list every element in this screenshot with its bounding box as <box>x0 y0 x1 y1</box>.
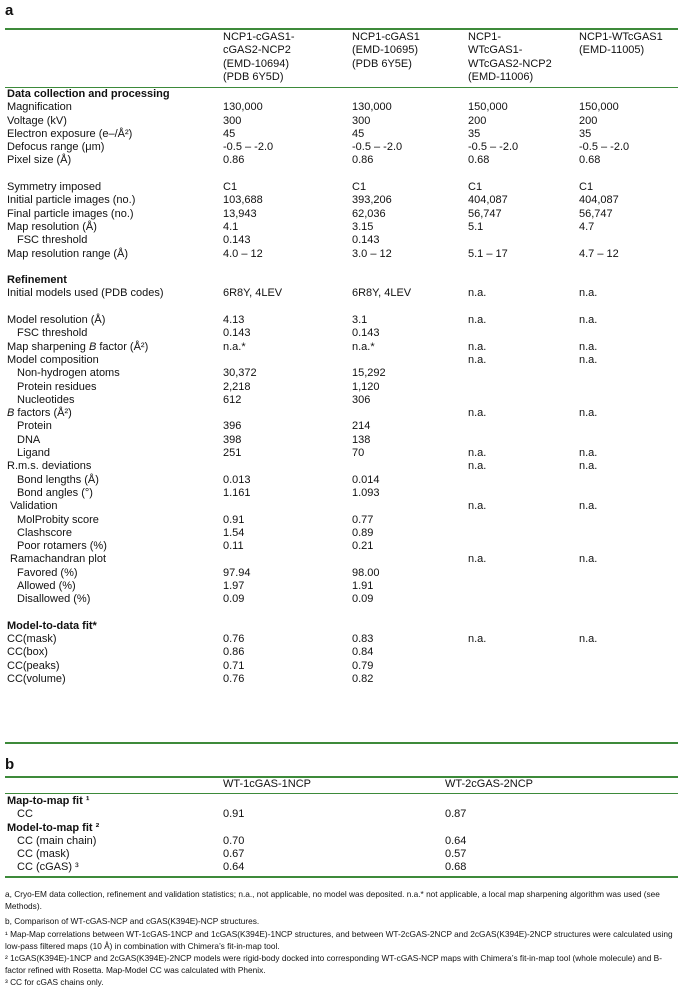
section-heading: Refinement <box>7 274 67 287</box>
cell-value: n.a. <box>468 353 487 366</box>
panel-b-header <box>5 778 678 792</box>
cell-value: 0.21 <box>352 540 374 553</box>
cell-value: C1 <box>468 181 483 194</box>
footnote: a, Cryo-EM data collection, refinement and validation statistics; n.a., not applicable, no model was deposited. n.a.* not applicable, a local map sharpening algorithm was used (see Methods). <box>5 889 660 912</box>
cell-value: 612 <box>223 393 242 406</box>
table-row <box>5 420 678 433</box>
cell-value: 0.11 <box>223 540 244 553</box>
row-label: Protein residues <box>17 380 97 393</box>
cell-value: n.a. <box>468 447 487 460</box>
cell-value: 1.97 <box>223 579 245 592</box>
cell-value: C1 <box>223 181 238 194</box>
cell-value: 30,372 <box>223 367 257 380</box>
row-label: CC(mask) <box>7 633 57 646</box>
panel-a-top-rule <box>5 28 678 30</box>
column-header-1 <box>223 31 295 84</box>
table-row <box>5 248 678 261</box>
cell-value: 0.76 <box>223 633 245 646</box>
table-row <box>5 673 678 686</box>
column-header-2 <box>352 31 420 71</box>
cell-value: n.a. <box>579 407 598 420</box>
column-header-line: (EMD-11005) <box>579 44 645 57</box>
cell-value: 0.87 <box>445 808 467 821</box>
cell-value: 4.7 – 12 <box>579 247 619 260</box>
row-label: Bond angles (°) <box>17 486 93 499</box>
table-row <box>5 460 678 473</box>
cell-value: 6R8Y, 4LEV <box>352 287 412 300</box>
row-spacer <box>5 301 678 314</box>
table-row <box>5 580 678 593</box>
cell-value: -0.5 – -2.0 <box>352 141 403 154</box>
table-row <box>5 434 678 447</box>
cell-value: 6R8Y, 4LEV <box>223 287 283 300</box>
cell-value: 0.09 <box>352 593 374 606</box>
cell-value: 0.64 <box>223 861 245 874</box>
column-header-line: (PDB 6Y5D) <box>223 70 284 83</box>
column-header-line: (PDB 6Y5E) <box>352 57 412 70</box>
cell-value: 35 <box>579 127 592 140</box>
table-row <box>5 514 678 527</box>
table-row <box>5 208 678 221</box>
cell-value: 300 <box>223 114 242 127</box>
cell-value: n.a. <box>468 340 487 353</box>
cell-value: 130,000 <box>352 101 392 114</box>
table-row <box>5 540 678 553</box>
table-row <box>5 101 678 114</box>
row-label: Allowed (%) <box>17 579 76 592</box>
row-label: Clashscore <box>17 526 73 539</box>
cell-value: 103,688 <box>223 194 263 207</box>
cell-value: 0.89 <box>352 526 374 539</box>
cell-value: 0.70 <box>223 834 245 847</box>
cell-value: 4.7 <box>579 220 595 233</box>
cell-value: 0.143 <box>223 327 251 340</box>
row-label: CC (mask) <box>17 848 70 861</box>
section-heading: Data collection and processing <box>7 88 170 100</box>
row-label: Poor rotamers (%) <box>17 540 107 553</box>
table-row <box>5 407 678 420</box>
row-label: Favored (%) <box>17 566 78 579</box>
cell-value: n.a. <box>579 460 598 473</box>
cell-value: 393,206 <box>352 194 392 207</box>
cell-value: 398 <box>223 433 242 446</box>
table-row <box>5 381 678 394</box>
row-spacer <box>5 607 678 620</box>
cell-value: 200 <box>468 114 487 127</box>
row-label: Bond lengths (Å) <box>17 473 99 486</box>
cell-value: 45 <box>352 127 365 140</box>
row-spacer <box>5 168 678 181</box>
cell-value: 404,087 <box>468 194 508 207</box>
row-label: Defocus range (μm) <box>7 141 105 154</box>
footnote: ³ CC for cGAS chains only. <box>5 977 104 988</box>
cell-value: n.a. <box>468 287 487 300</box>
cell-value: 0.91 <box>223 808 245 821</box>
cell-value: 98.00 <box>352 566 380 579</box>
cell-value: C1 <box>579 181 594 194</box>
section-heading-row <box>5 795 678 808</box>
cell-value: 130,000 <box>223 101 263 114</box>
table-row <box>5 500 678 513</box>
table-row <box>5 287 678 300</box>
cell-value: 35 <box>468 127 481 140</box>
row-label: Magnification <box>7 101 72 114</box>
cell-value: n.a. <box>579 447 598 460</box>
table-row <box>5 646 678 659</box>
row-label: Disallowed (%) <box>17 593 91 606</box>
cell-value: 1.54 <box>223 526 245 539</box>
cell-value: 0.84 <box>352 646 374 659</box>
panel-b-header-rule <box>5 793 678 794</box>
row-label: Model composition <box>7 353 99 366</box>
row-label: Electron exposure (e–/Å²) <box>7 127 133 140</box>
section-heading-row <box>5 274 678 287</box>
cell-value: 306 <box>352 393 371 406</box>
cell-value: 4.13 <box>223 314 245 327</box>
cell-value: 200 <box>579 114 598 127</box>
cell-value: n.a. <box>468 500 487 513</box>
row-label: Voltage (kV) <box>7 114 67 127</box>
table-row <box>5 861 678 874</box>
cell-value: 396 <box>223 420 242 433</box>
cell-value: 150,000 <box>468 101 508 114</box>
table-row <box>5 394 678 407</box>
cell-value: 251 <box>223 447 242 460</box>
table-row <box>5 234 678 247</box>
footnote: b, Comparison of WT-cGAS-NCP and cGAS(K394E)-NCP structures. <box>5 916 260 927</box>
cell-value: 13,943 <box>223 207 257 220</box>
column-header-line: NCP1-cGAS1 <box>352 31 420 43</box>
panel-b-label: b <box>5 756 15 773</box>
cell-value: 15,292 <box>352 367 386 380</box>
table-row <box>5 487 678 500</box>
cell-value: 0.91 <box>223 513 245 526</box>
table-row <box>5 367 678 380</box>
cell-value: n.a. <box>579 314 598 327</box>
cell-value: 0.79 <box>352 659 374 672</box>
row-label: Non-hydrogen atoms <box>17 367 120 380</box>
table-row <box>5 341 678 354</box>
row-label: Initial models used (PDB codes) <box>7 287 164 300</box>
row-label: Symmetry imposed <box>7 181 102 194</box>
table-row <box>5 593 678 606</box>
footnote: ² 1cGAS(K394E)-1NCP and 2cGAS(K394E)-2NCP models were rigid-body docked into corresponding WT-cGAS-NCP maps with Chimera’s fit-in-map tool (whole molecule) and B-factor refined with Rosetta. Map-Model CC was calculated with Phenix. <box>5 953 662 976</box>
row-label: CC(box) <box>7 646 48 659</box>
column-header-line: cGAS2-NCP2 <box>223 44 291 57</box>
column-header-line: (EMD-10694) <box>223 57 290 70</box>
table-row <box>5 447 678 460</box>
cell-value: 0.143 <box>223 234 251 247</box>
column-header-line: (EMD-10695) <box>352 44 419 57</box>
section-heading-row <box>5 822 678 835</box>
row-label: DNA <box>17 433 41 446</box>
column-header-line: WTcGAS2-NCP2 <box>468 57 552 70</box>
table-row <box>5 128 678 141</box>
cell-value: -0.5 – -2.0 <box>468 141 519 154</box>
cell-value: n.a. <box>468 553 487 566</box>
cell-value: n.a. <box>579 353 598 366</box>
column-header-line: WTcGAS1- <box>468 44 523 57</box>
cell-value: 1.91 <box>352 579 374 592</box>
row-label: Nucleotides <box>17 393 75 406</box>
cell-value: n.a.* <box>352 340 375 353</box>
section-heading-row <box>5 88 678 101</box>
cell-value: 1,120 <box>352 380 380 393</box>
cell-value: 0.86 <box>223 646 245 659</box>
panel-a-label: a <box>5 2 14 19</box>
cell-value: 0.143 <box>352 234 380 247</box>
panel-a-header <box>5 31 678 87</box>
cell-value: 1.093 <box>352 486 380 499</box>
row-label: Map resolution range (Å) <box>7 247 129 260</box>
column-header-line: (EMD-11006) <box>468 70 534 83</box>
panel-b-table <box>5 795 678 875</box>
cell-value: n.a. <box>579 340 598 353</box>
table-row <box>5 553 678 566</box>
column-header-line: NCP1- <box>468 31 502 43</box>
table-row <box>5 474 678 487</box>
cell-value: 0.76 <box>223 673 245 686</box>
cell-value: n.a. <box>468 460 487 473</box>
row-label: Model resolution (Å) <box>7 314 106 327</box>
cell-value: 0.67 <box>223 848 245 861</box>
panel-a-bottom-rule <box>5 742 678 744</box>
row-label: Pixel size (Å) <box>7 154 72 167</box>
cell-value: 0.68 <box>445 861 467 874</box>
cell-value: 138 <box>352 433 371 446</box>
cell-value: 0.013 <box>223 473 251 486</box>
cell-value: 214 <box>352 420 371 433</box>
section-heading: Model-to-map fit ² <box>7 821 100 834</box>
panel-a-table <box>5 88 678 686</box>
section-heading-row <box>5 620 678 633</box>
row-label: R.m.s. deviations <box>7 460 92 473</box>
cell-value: 5.1 <box>468 220 484 233</box>
row-spacer <box>5 261 678 274</box>
cell-value: 0.77 <box>352 513 374 526</box>
row-label: FSC threshold <box>17 234 88 247</box>
section-heading: Map-to-map fit ¹ <box>7 795 90 807</box>
row-label: Map sharpening B factor (Å²) <box>7 340 149 353</box>
panel-b-bottom-rule <box>5 876 678 878</box>
cell-value: n.a. <box>468 633 487 646</box>
cell-value: 0.71 <box>223 659 245 672</box>
table-row <box>5 314 678 327</box>
cell-value: 56,747 <box>579 207 613 220</box>
column-header-1: WT-1cGAS-1NCP <box>223 778 312 790</box>
row-label: CC(peaks) <box>7 659 60 672</box>
table-row <box>5 327 678 340</box>
cell-value: 0.86 <box>223 154 245 167</box>
cell-value: n.a. <box>579 553 598 566</box>
cell-value: 404,087 <box>579 194 619 207</box>
cell-value: n.a. <box>468 314 487 327</box>
cell-value: 3.15 <box>352 220 374 233</box>
footnote: ¹ Map-Map correlations between WT-1cGAS-1NCP and 1cGAS(K394E)-1NCP structures, and between WT-2cGAS-2NCP and 2cGAS(K394E)-2NCP structures were calculated using low-pass filtered maps (10 Å) in combination with Chimera’s fit-in-map tool. <box>5 928 673 951</box>
cell-value: 56,747 <box>468 207 502 220</box>
cell-value: 0.64 <box>445 834 467 847</box>
row-label: FSC threshold <box>17 327 88 340</box>
column-header-2: WT-2cGAS-2NCP <box>445 778 534 790</box>
cell-value: 150,000 <box>579 101 619 114</box>
cell-value: n.a. <box>579 633 598 646</box>
cell-value: -0.5 – -2.0 <box>579 141 630 154</box>
cell-value: 0.09 <box>223 593 245 606</box>
cell-value: 2,218 <box>223 380 251 393</box>
row-label: Ligand <box>17 447 51 460</box>
cell-value: 0.86 <box>352 154 374 167</box>
row-label: CC (cGAS) ³ <box>17 861 79 874</box>
table-row <box>5 527 678 540</box>
table-row <box>5 848 678 861</box>
cell-value: 300 <box>352 114 371 127</box>
cell-value: 70 <box>352 447 365 460</box>
table-row <box>5 660 678 673</box>
cell-value: n.a. <box>468 407 487 420</box>
cell-value: n.a.* <box>223 340 246 353</box>
table-row <box>5 354 678 367</box>
table-notes <box>5 888 678 989</box>
row-label: CC(volume) <box>7 673 66 686</box>
row-label: Final particle images (no.) <box>7 207 134 220</box>
table-row <box>5 181 678 194</box>
cell-value: 4.1 <box>223 220 239 233</box>
cell-value: 45 <box>223 127 236 140</box>
row-label: B factors (Å²) <box>7 407 72 420</box>
table-row <box>5 633 678 646</box>
row-label: Ramachandran plot <box>10 553 107 566</box>
column-header-4 <box>579 31 663 58</box>
column-header-line: NCP1-WTcGAS1 <box>579 31 663 43</box>
table-row <box>5 154 678 167</box>
cell-value: C1 <box>352 181 367 194</box>
row-label: Initial particle images (no.) <box>7 194 136 207</box>
table-row <box>5 221 678 234</box>
row-label: Map resolution (Å) <box>7 220 97 233</box>
row-label: MolProbity score <box>17 513 99 526</box>
cell-value: -0.5 – -2.0 <box>223 141 274 154</box>
cell-value: n.a. <box>579 500 598 513</box>
cell-value: 0.68 <box>579 154 601 167</box>
section-heading: Model-to-data fit* <box>7 619 97 632</box>
cell-value: 1.161 <box>223 486 251 499</box>
cell-value: n.a. <box>579 287 598 300</box>
row-label: Protein <box>17 420 52 433</box>
cell-value: 0.83 <box>352 633 374 646</box>
row-label: Validation <box>10 500 58 513</box>
cell-value: 62,036 <box>352 207 386 220</box>
table-row <box>5 808 678 821</box>
cell-value: 0.014 <box>352 473 380 486</box>
table-row <box>5 141 678 154</box>
column-header-line: NCP1-cGAS1- <box>223 31 295 43</box>
cell-value: 97.94 <box>223 566 251 579</box>
table-row <box>5 835 678 848</box>
cell-value: 0.57 <box>445 848 467 861</box>
cell-value: 3.1 <box>352 314 368 327</box>
cell-value: 3.0 – 12 <box>352 247 392 260</box>
table-row <box>5 115 678 128</box>
cell-value: 0.143 <box>352 327 380 340</box>
table-row <box>5 567 678 580</box>
table-row <box>5 194 678 207</box>
cell-value: 4.0 – 12 <box>223 247 263 260</box>
row-label: CC (main chain) <box>17 834 97 847</box>
row-label: CC <box>17 808 33 821</box>
cell-value: 0.82 <box>352 673 374 686</box>
cell-value: 0.68 <box>468 154 490 167</box>
column-header-3 <box>468 31 552 84</box>
cell-value: 5.1 – 17 <box>468 247 508 260</box>
